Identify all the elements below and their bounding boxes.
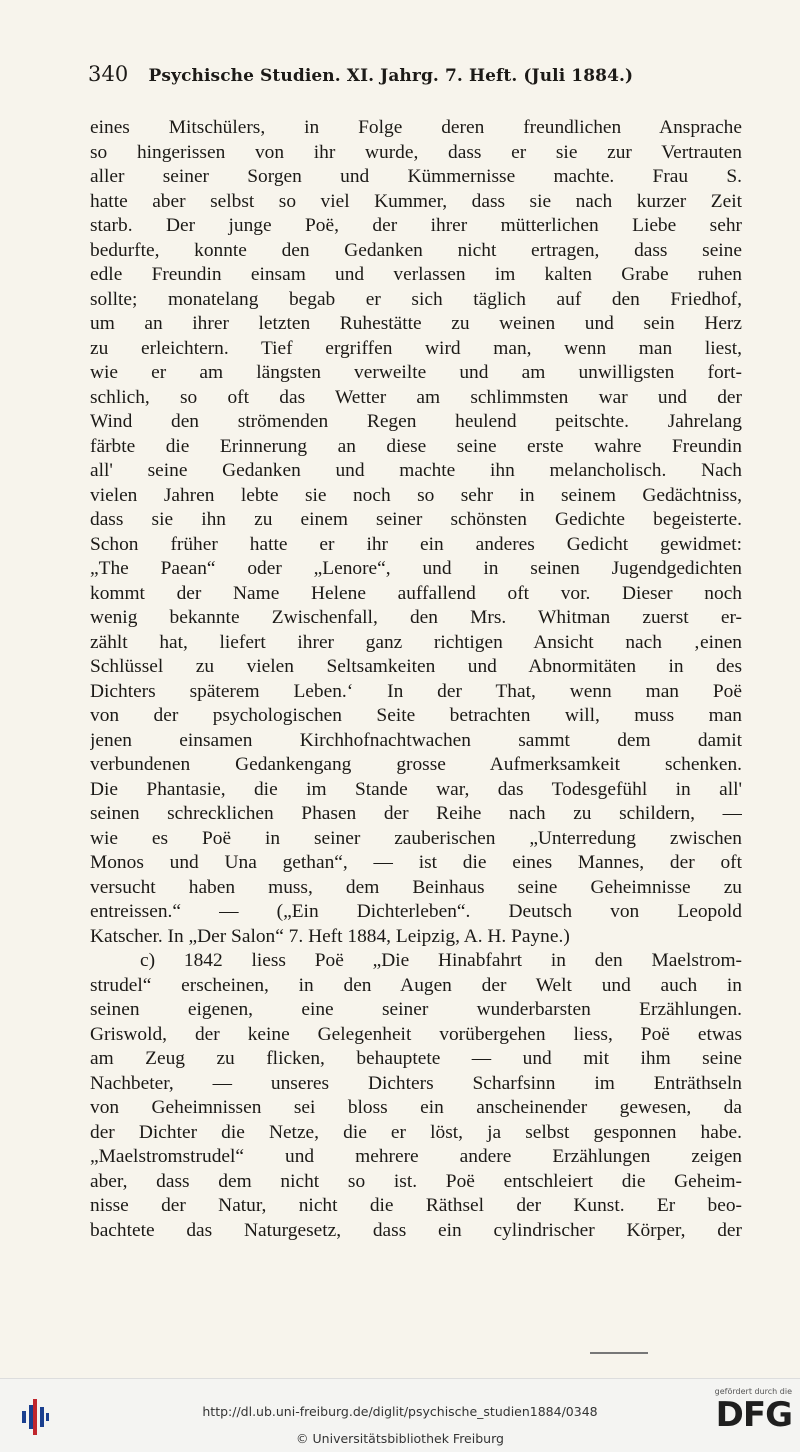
running-header: [88, 62, 708, 92]
text-line: von Geheimnissen sei bloss ein anscheinender gewesen, da: [90, 1097, 742, 1118]
text-line: Monos und Una gethan“, — ist die eines Mannes, der oft: [90, 852, 742, 873]
text-line: Katscher. In „Der Salon“ 7. Heft 1884, Leipzig, A. H. Payne.): [90, 925, 570, 947]
text-line: verbundenen Gedankengang grosse Aufmerksamkeit schenken.: [90, 754, 742, 775]
text-line: bachtete das Naturgesetz, dass ein cylindrischer Körper, der: [90, 1219, 742, 1241]
text-line: wenig bekannte Zwischenfall, den Mrs. Whitman zuerst er-: [90, 607, 742, 628]
text-line: seinen eigenen, eine seiner wunderbarsten Erzählungen.: [90, 999, 742, 1020]
text-line: von der psychologischen Seite betrachten will, muss man: [90, 705, 742, 726]
text-line: zu erleichtern. Tief ergriffen wird man, wenn man liest,: [90, 337, 742, 359]
text-line: um an ihrer letzten Ruhestätte zu weinen und sein Herz: [90, 313, 742, 334]
text-line: Griswold, der keine Gelegenheit vorübergehen liess, Poë etwas: [90, 1023, 742, 1045]
text-line: Schlüssel zu vielen Seltsamkeiten und Abnormitäten in des: [90, 656, 742, 677]
text-line: all' seine Gedanken und machte ihn melancholisch. Nach: [90, 460, 742, 481]
text-line: Schon früher hatte er ihr ein anderes Gedicht gewidmet:: [90, 533, 742, 555]
text-line: nisse der Natur, nicht die Räthsel der Kunst. Er beo-: [90, 1195, 742, 1216]
text-line: sollte; monatelang begab er sich täglich auf den Friedhof,: [90, 288, 742, 310]
sponsor-logo-text: DFG: [715, 1395, 792, 1435]
text-line: entreissen.“ — („Ein Dichterleben“. Deutsch von Leopold: [90, 901, 742, 922]
text-line: starb. Der junge Poë, der ihrer mütterlichen Liebe sehr: [90, 215, 742, 236]
text-line: dass sie ihn zu einem seiner schönsten Gedichte begeisterte.: [90, 509, 742, 530]
sponsor-caption: gefördert durch die: [714, 1387, 792, 1396]
separator-rule: [590, 1352, 648, 1354]
page-number: 340: [88, 62, 129, 86]
copyright-notice: © Universitätsbibliothek Freiburg: [296, 1431, 504, 1446]
text-line: zählt hat, liefert ihrer ganz richtigen Ansicht nach ‚einen: [90, 631, 742, 653]
running-title: Psychische Studien. XI. Jahrg. 7. Heft. (Juli 1884.): [148, 66, 634, 86]
text-line: aller seiner Sorgen und Kümmernisse machte. Frau S.: [90, 166, 742, 187]
text-line: färbte die Erinnerung an diese seine erste wahre Freundin: [90, 435, 742, 457]
text-line: seinen schrecklichen Phasen der Reihe nach zu schildern, —: [90, 803, 742, 824]
text-line: Nachbeter, — unseres Dichters Scharfsinn im Enträthseln: [90, 1072, 742, 1094]
text-line: Die Phantasie, die im Stande war, das Todesgefühl in all': [90, 778, 742, 800]
text-line: versucht haben muss, dem Beinhaus seine Geheimnisse zu: [90, 876, 742, 898]
text-line: wie er am längsten verweilte und am unwilligsten fort-: [90, 362, 742, 383]
source-url[interactable]: http://dl.ub.uni-freiburg.de/diglit/psychische_studien1884/0348: [202, 1404, 598, 1419]
text-line: so hingerissen von ihr wurde, dass er sie zur Vertrauten: [90, 141, 742, 163]
text-line: jenen einsamen Kirchhofnachtwachen sammt dem damit: [90, 729, 742, 751]
text-line: schlich, so oft das Wetter am schlimmsten war und der: [90, 386, 742, 408]
text-line: „Maelstromstrudel“ und mehrere andere Erzählungen zeigen: [90, 1146, 742, 1167]
viewer-footer: [0, 1378, 800, 1452]
text-line: bedurfte, konnte den Gedanken nicht ertragen, dass seine: [90, 239, 742, 261]
text-line: eines Mitschülers, in Folge deren freundlichen Ansprache: [90, 117, 742, 138]
text-line: strudel“ erscheinen, in den Augen der Welt und auch in: [90, 974, 742, 996]
text-line: vielen Jahren lebte sie noch so sehr in seinem Gedächtniss,: [90, 484, 742, 506]
text-line: wie es Poë in seiner zauberischen „Unterredung zwischen: [90, 827, 742, 849]
text-line: der Dichter die Netze, die er löst, ja selbst gesponnen habe.: [90, 1121, 742, 1143]
text-line: c) 1842 liess Poë „Die Hinabfahrt in den Maelstrom-: [140, 950, 742, 971]
text-line: „The Paean“ oder „Lenore“, und in seinen Jugendgedichten: [90, 558, 742, 579]
text-line: Wind den strömenden Regen heulend peitschte. Jahrelang: [90, 411, 742, 432]
dfg-logo: [706, 1387, 792, 1447]
body-text: [90, 116, 742, 1243]
text-line: Dichters späterem Leben.‘ In der That, wenn man Poë: [90, 680, 742, 702]
text-line: hatte aber selbst so viel Kummer, dass sie nach kurzer Zeit: [90, 190, 742, 212]
text-line: aber, dass dem nicht so ist. Poë entschleiert die Geheim-: [90, 1170, 742, 1192]
text-line: kommt der Name Helene auffallend oft vor. Dieser noch: [90, 582, 742, 604]
text-line: am Zeug zu flicken, behauptete — und mit ihm seine: [90, 1048, 742, 1069]
text-line: edle Freundin einsam und verlassen im kalten Grabe ruhen: [90, 264, 742, 285]
